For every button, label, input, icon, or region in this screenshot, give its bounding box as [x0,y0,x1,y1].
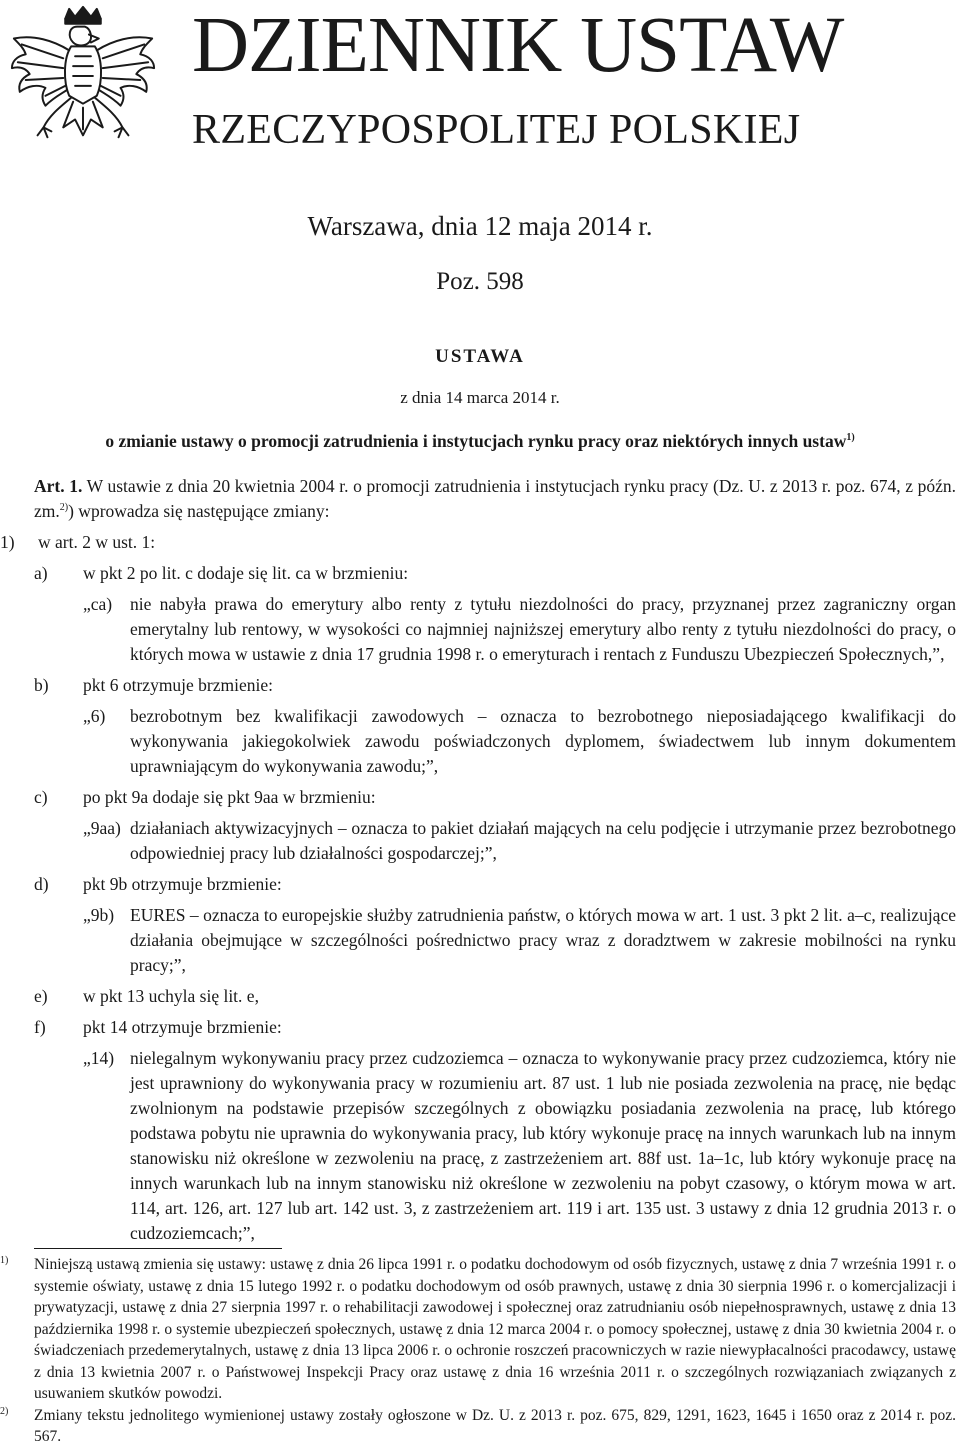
article-1-text-b: ) wprowadza się następujące zmiany: [68,501,330,521]
footnote-1 [0,1254,956,1405]
item-a-quote-label: „ca) [83,594,113,614]
item-f-quote [83,1046,956,1246]
item-f [34,1015,956,1040]
item-c-quote-label: „9aa) [83,818,121,838]
item-c-text: po pkt 9a dodaje się pkt 9aa w brzmieniu: [83,787,376,807]
item-d-label: d) [34,874,49,894]
footnote-1-number: 1) [0,1255,9,1266]
act-type: USTAWA [435,346,525,367]
footnote-ref-1: 1) [846,432,855,444]
polish-eagle-emblem-icon [4,4,162,154]
item-e-label: e) [34,986,48,1006]
item-c-quote-text: działaniach aktywizacyjnych – oznacza to pakiet działań mających na celu podjęcie i utrzymanie przez bezrobotnego odpowiedniej pracy lub działalności gospodarczej;”, [130,818,956,863]
item-a-quote [83,592,956,667]
item-e [34,984,956,1009]
item-a [34,561,956,586]
item-f-quote-text: nielegalnym wykonywaniu pracy przez cudzoziemca – oznacza to wykonywanie pracy przez cudzoziemca, który nie jest uprawniony do wykonywania pracy w rozumieniu art. 87 ust. 1 lub nie posiada zezwolenia na pracę, nie będąc zwolnionym na podstawie przepisów szczególnych z obowiązku posiadania zezwolenia na pracę, lub którego podstawa pobytu nie uprawnia do wykonywania pracy, lub który wykonuje pracę na innych warunkach lub na innym stanowisku niż określone w zezwoleniu na pracę, z zastrzeżeniem art. 88f ust. 1a–1c, lub który wykonuje pracę na innych warunkach lub na innym stanowisku niż określone w zezwoleniu na pobyt czasowy, o którym mowa w art. 114, art. 126, art. 127 lub art. 142 ust. 3, z zastrzeżeniem art. 119 i art. 135 ust. 3 ustawy z dnia 12 grudnia 2013 r. o cudzoziemcach;”, [130,1048,956,1243]
article-1-label: Art. 1. [34,476,83,496]
item-a-label: a) [34,563,48,583]
footnotes [0,1254,956,1448]
item-d [34,872,956,897]
item-b [34,673,956,698]
journal-title: DZIENNIK USTAW [192,2,844,89]
item-b-label: b) [34,675,49,695]
article-1-text-a: W ustawie z dnia 20 kwietnia 2004 r. o promocji zatrudnienia i instytucjach rynku pracy (Dz. U. z 2013 r. poz. 674, z późn. zm. [34,476,956,521]
item-e-text: w pkt 13 uchyla się lit. e, [83,986,259,1006]
item-d-quote-label: „9b) [83,905,115,925]
journal-subtitle: RZECZYPOSPOLITEJ POLSKIEJ [192,107,801,153]
footnote-2-number: 2) [0,1405,9,1417]
item-b-text: pkt 6 otrzymuje brzmienie: [83,675,274,695]
footnote-1-text: Niniejszą ustawą zmienia się ustawy: ustawę z dnia 26 lipca 1991 r. o podatku dochodowym od osób fizycznych, ustawę z dnia 7 września 1991 r. o systemie oświaty, ustawę z dnia 15 lutego 1992 r. o podatku dochodowym od osób prawnych, ustawę z dnia 30 sierpnia 1996 r. o komercjalizacji i prywatyzacji, ustawę z dnia 27 sierpnia 1997 r. o rehabilitacji zawodowej i społecznej oraz zatrudnianiu osób niepełnosprawnych, ustawę z dnia 13 października 1998 r. o systemie ubezpieczeń społecznych, ustawę z dnia 12 marca 2004 r. o pomocy społecznej, ustawę z dnia 30 kwietnia 2004 r. o świadczeniach przedemerytalnych, ustawę z dnia 13 lipca 2006 r. o ochronie roszczeń pracowniczych w razie niewypłacalności pracodawcy, ustawę z dnia 13 kwietnia 2007 r. o Państwowej Inspekcji Pracy oraz ustawę z dnia 16 września 2011 r. o szczególnych rozwiązaniach związanych z usuwaniem skutków powodzi. [34,1256,956,1402]
item-f-text: pkt 14 otrzymuje brzmienie: [83,1017,282,1037]
point-1 [0,530,956,555]
item-b-quote-label: „6) [83,706,106,726]
item-b-quote-text: bezrobotnym bez kwalifikacji zawodowych – oznacza to bezrobotnego nieposiadającego kwalifikacji do wykonywania jakiegokolwiek zawodu poświadczonych dyplomem, świadectwem lub innym dokumentem uprawniającym do wykonywania zawodu;”, [130,706,956,776]
item-c [34,785,956,810]
footnote-ref-2: 2) [59,502,69,514]
position-number: Poz. 598 [436,268,524,295]
act-title-text: o zmianie ustawy o promocji zatrudnienia i instytucjach rynku pracy oraz niektórych innych ustaw [105,431,847,451]
footnote-2 [0,1405,956,1448]
item-d-quote [83,903,956,978]
item-d-quote-text: EURES – oznacza to europejskie służby zatrudnienia państw, o których mowa w art. 1 ust. 3 pkt 2 lit. a–c, realizujące działania obejmujące w szczególności pośrednictwo pracy wraz z doradztwem w zakresie mobilności na rynku pracy;”, [130,905,956,975]
item-a-quote-text: nie nabyła prawa do emerytury albo renty z tytułu niezdolności do pracy, przyznanej przez zagraniczny organ emerytalny lub rentowy, w wysokości co najmniej najniższej emerytury albo renty z tytułu niezdolności do pracy, o których mowa w ustawie z dnia 17 grudnia 1998 r. o emeryturach i rentach z Funduszu Ubezpieczeń Społecznych,”, [130,594,956,664]
act-body [0,474,956,1252]
item-a-text: w pkt 2 po lit. c dodaje się lit. ca w brzmieniu: [83,563,409,583]
item-c-quote [83,816,956,866]
item-f-label: f) [34,1017,46,1037]
point-1-text: w art. 2 w ust. 1: [38,532,156,552]
item-d-text: pkt 9b otrzymuje brzmienie: [83,874,282,894]
item-c-label: c) [34,787,48,807]
footnote-2-text: Zmiany tekstu jednolitego wymienionej ustawy zostały ogłoszone w Dz. U. z 2013 r. poz. 675, 829, 1291, 1623, 1645 i 1650 oraz z 2014 r. poz. 567. [34,1406,956,1445]
article-1 [0,474,956,524]
item-f-quote-label: „14) [83,1048,115,1068]
point-1-label: 1) [0,532,15,552]
item-b-quote [83,704,956,779]
act-date: z dnia 14 marca 2014 r. [400,388,560,407]
publication-date: Warszawa, dnia 12 maja 2014 r. [307,211,653,241]
footnote-divider [34,1248,282,1249]
act-title [0,431,960,452]
